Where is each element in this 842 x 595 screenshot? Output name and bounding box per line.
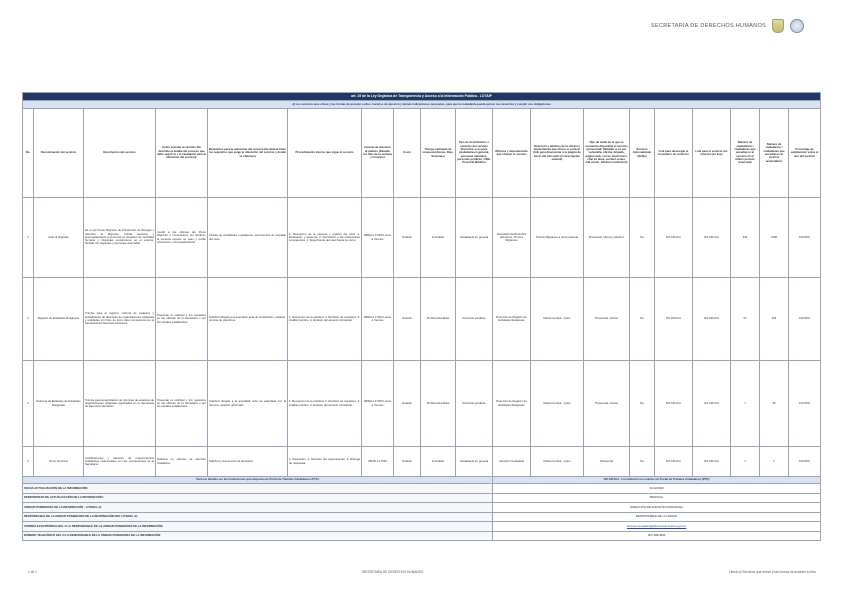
- cell-procedure: 1. Recepción de la solicitud. 2. Revisión de requisitos. 3. Análisis jurídico. 4. Emisión del acuerdo ministerial.: [288, 278, 362, 361]
- info-value: 31/12/2023: [493, 484, 821, 494]
- cell-requirements: Solicitud dirigida a la autoridad, acta de asamblea con la reforma, estatuto reformado.: [208, 361, 288, 447]
- info-label: FECHA ACTUALIZACIÓN DE LA INFORMACIÓN:: [23, 484, 493, 494]
- column-header: Cómo acceder al servicio (Se describe el detalle del proceso que debe seguir la o el ciudadano para la obtención del servicio).: [156, 109, 208, 198]
- cell-satisfaction: 100,00%: [789, 278, 821, 361]
- column-header: Requisitos para la obtención del servicio (Se deberá listar los requisitos que exige la obtención del servicio y donde se obtienen): [208, 109, 288, 198]
- table-row: [23, 447, 821, 477]
- column-header: Horario de atención al público (Detallar los días de la semana y horarios): [362, 109, 394, 198]
- cell-procedure: 1. Recepción de la persona y registro del caso. 2. Evaluación y asesoría. 3. Derivación a las instituciones competentes. 4. Seguimiento del caso hasta su cierre.: [288, 198, 362, 278]
- cell-channel: Presencial: [584, 447, 630, 477]
- table-title: art. 19 de la Ley Orgánica de Transparencia y Acceso a la Información Pública - LOTAIP: [23, 93, 821, 101]
- cell-beneficiaries: Personas jurídicas: [456, 278, 493, 361]
- cell-no: 1: [23, 198, 34, 278]
- cell-description: Es el (el) Punto Migrante de Prevención de Riesgos y Atención al Migrante, brinda asesoría y acompañamiento a personas en situación de movilidad humana y migrantes ecuatorianos en el exterior, familias de migrantes y personas retornadas.: [84, 198, 156, 278]
- cell-cost: Gratuito: [394, 361, 421, 447]
- cell-requirements: Solicitud dirigida a la autoridad, acta de constitución, estatuto, nómina de miembros.: [208, 278, 288, 361]
- portal-note-left: Para ser llenado por las instituciones que disponen de Portal de Trámites Ciudadanos (PTC): [23, 477, 493, 484]
- cell-access: Solicitud en oficinas de atención ciudadana.: [156, 447, 208, 477]
- column-header: Procedimiento interno que sigue el servicio: [288, 109, 362, 198]
- cell-monthly: 324: [731, 198, 760, 278]
- services-table: [22, 92, 821, 541]
- cell-channel: Presencial, oficina y teléfono: [584, 198, 630, 278]
- coat-of-arms-icon: [772, 19, 784, 33]
- cell-monthly: 7: [731, 361, 760, 447]
- column-header: Link para el servicio por internet (on line): [693, 109, 731, 198]
- cell-beneficiaries: Ciudadanía en general: [456, 447, 493, 477]
- brand-name: SECRETARÍA DE DERECHOS HUMANOS: [651, 23, 766, 29]
- cell-automated: No: [630, 198, 655, 278]
- footer-institution: SECRETARÍA DE DERECHOS HUMANOS: [362, 570, 424, 574]
- cell-hours: 08h00 a 17h00 Lunes a Viernes: [362, 361, 394, 447]
- cell-automated: No: [630, 278, 655, 361]
- cell-requirements: Solicitud y documento de identidad.: [208, 447, 288, 477]
- column-header: Dirección y teléfono de la oficina y dependencia que ofrece el servicio (link para direccionar a la página de inicio del sitio web y/o descripción manual): [531, 109, 584, 198]
- cell-offices: Dirección de Registro de Entidades Religiosas: [493, 361, 531, 447]
- cell-procedure: 1. Recepción. 2. Atención del requerimiento. 3. Entrega de respuesta.: [288, 447, 362, 477]
- cell-offices: Secretaría de Derechos Humanos - Puntos Migrantes: [493, 198, 531, 278]
- portal-note-right: NO APLICA - La institución no cuenta con Portal de Trámites Ciudadanos (PTC): [493, 477, 821, 484]
- column-header: No.: [23, 109, 34, 198]
- info-row: [23, 484, 821, 494]
- info-row: [23, 503, 821, 513]
- info-value: (02) 398-4600: [493, 531, 821, 541]
- info-label: NÚMERO TELEFÓNICO DEL O LA RESPONSABLE DE LA UNIDAD POSEEDORA DE LA INFORMACIÓN:: [23, 531, 493, 541]
- column-header: Descripción del servicio: [84, 109, 156, 198]
- cell-access: Presentar la solicitud y los requisitos en las oficinas de la Secretaría o por los canales establecidos.: [156, 361, 208, 447]
- cell-no: 2: [23, 278, 34, 361]
- cell-satisfaction: 100,00%: [789, 361, 821, 447]
- cell-no: 3: [23, 361, 34, 447]
- table-row: [23, 361, 821, 447]
- cell-form-link: NO APLICA: [655, 361, 693, 447]
- column-header: Tipo de beneficiarios o usuarios del servicio (Describir si es para ciudadanía en general, personas naturales, personas jurídicas, ONG, Personal Médico): [456, 109, 493, 198]
- info-row: [23, 522, 821, 532]
- info-row: [23, 531, 821, 541]
- info-label: CORREO ELECTRÓNICO DEL O LA RESPONSABLE DE LA UNIDAD POSEEDORA DE LA INFORMACIÓN:: [23, 522, 493, 532]
- column-header-row: [23, 109, 821, 198]
- info-value: DIRECCIÓN DE ATENCIÓN CIUDADANA: [493, 503, 821, 513]
- cell-address: Planta Central - Quito: [531, 361, 584, 447]
- cell-form-link: NO APLICA: [655, 278, 693, 361]
- portal-note-row: [23, 477, 821, 484]
- cell-hours: 08h00 a 17h00 Lunes a Viernes: [362, 198, 394, 278]
- info-value: MENSUAL: [493, 493, 821, 503]
- cell-hours: 08h00 a 17h00: [362, 447, 394, 477]
- cell-description: Trámite para la aprobación de reformas de estatutos de organizaciones religiosas registradas en la Secretaría de Derechos Humanos.: [84, 361, 156, 447]
- responsible-email-link[interactable]: atencion.ciudadana@derechoshumanos.gob.ec: [626, 523, 687, 528]
- column-header: Denominación del servicio: [34, 109, 84, 198]
- cell-cumulative: 3186: [760, 198, 789, 278]
- footer-page-number: 1 de 1: [28, 570, 37, 574]
- cell-description: Trámite para el registro, reforma de estatutos y actualización de directivas de organizaciones religiosas y entidades sin fines de lucro bajo competencia de la Secretaría de Derechos Humanos.: [84, 278, 156, 361]
- column-header: Link para descargar el formulario de servicios: [655, 109, 693, 198]
- cell-requirements: Cédula de ciudadanía o pasaporte; documentos de respaldo del caso.: [208, 198, 288, 278]
- cell-online-link: NO APLICA: [693, 198, 731, 278]
- cell-form-link: NO APLICA: [655, 198, 693, 278]
- header-brand: [604, 16, 804, 36]
- cell-monthly: 1: [731, 447, 760, 477]
- info-value: [493, 522, 821, 532]
- cell-access: Presentar la solicitud y los requisitos en las oficinas de la Secretaría o por los canales establecidos.: [156, 278, 208, 361]
- cell-name: Reforma de Estatutos de Entidades Religiosas: [34, 361, 84, 447]
- cell-satisfaction: 100,00%: [789, 447, 821, 477]
- cell-channel: Presencial, oficina: [584, 278, 630, 361]
- cell-access: Acudir a las oficinas del Punto Migrante o comunicarse por teléfono; la persona expone su caso y recibe orientación y acompañamiento.: [156, 198, 208, 278]
- cell-procedure: 1. Recepción de la solicitud. 2. Revisión de requisitos. 3. Análisis jurídico. 4. Emisión del acuerdo ministerial.: [288, 361, 362, 447]
- cell-beneficiaries: Personas jurídicas: [456, 361, 493, 447]
- cell-offices: Atención Ciudadana: [493, 447, 531, 477]
- cell-name: Asilo al Migrante: [34, 198, 84, 278]
- cell-form-link: NO APLICA: [655, 447, 693, 477]
- cell-time: Inmediato: [421, 447, 456, 477]
- cell-name: Otros Servicios: [34, 447, 84, 477]
- cell-satisfaction: 100,00%: [789, 198, 821, 278]
- info-label: PERIODICIDAD DE ACTUALIZACIÓN DE LA INFORMACIÓN:: [23, 493, 493, 503]
- cell-offices: Dirección de Registro de Entidades Religiosas: [493, 278, 531, 361]
- table-subtitle: d) Los servicios que ofrece y las formas de acceder a ellos, horarios de atención y demás indicaciones necesarias, para que la ciudadanía pueda ejercer sus derechos y cumplir sus obligaciones: [23, 101, 821, 109]
- info-value: RESPONSABLE DE LA UNIDAD: [493, 512, 821, 522]
- footer-literal: Literal d) Servicios que ofrece y las formas de acceder a ellos: [729, 570, 816, 574]
- cell-cost: Gratuito: [394, 278, 421, 361]
- column-header: Oficinas y dependencias que ofrecen el servicio: [493, 109, 531, 198]
- cell-cumulative: 464: [760, 278, 789, 361]
- table-row: [23, 198, 821, 278]
- cell-beneficiaries: Ciudadanía en general: [456, 198, 493, 278]
- cell-channel: Presencial, oficina: [584, 361, 630, 447]
- column-header: Número de ciudadanos / ciudadanas que accedieron al servicio acumulativo: [760, 109, 789, 198]
- page-footer: [22, 570, 820, 578]
- cell-no: 4: [23, 447, 34, 477]
- cell-address: Puntos Migrantes a nivel nacional: [531, 198, 584, 278]
- cell-online-link: NO APLICA: [693, 361, 731, 447]
- cell-online-link: NO APLICA: [693, 447, 731, 477]
- info-label: UNIDAD POSEEDORA DE LA INFORMACIÓN - LITERAL d):: [23, 503, 493, 513]
- cell-name: Registro de Entidades Religiosas: [34, 278, 84, 361]
- government-seal-icon: [790, 19, 804, 33]
- cell-monthly: 57: [731, 278, 760, 361]
- column-header: Tiempo estimado de respuesta (Horas, Días, Semanas): [421, 109, 456, 198]
- table-row: [23, 278, 821, 361]
- info-label: RESPONSABLE DE LA UNIDAD POSEEDORA DE LA INFORMACIÓN DEL LITERAL d):: [23, 512, 493, 522]
- info-row: [23, 493, 821, 503]
- cell-cost: Gratuito: [394, 198, 421, 278]
- cell-cumulative: 95: [760, 361, 789, 447]
- cell-automated: No: [630, 361, 655, 447]
- cell-address: Planta Central - Quito: [531, 278, 584, 361]
- column-header: Porcentaje de satisfacción sobre el uso del servicio: [789, 109, 821, 198]
- cell-cost: Gratuito: [394, 447, 421, 477]
- cell-automated: No: [630, 447, 655, 477]
- cell-time: 15 días laborables: [421, 278, 456, 361]
- cell-hours: 08h00 a 17h00 Lunes a Viernes: [362, 278, 394, 361]
- column-header: Costo: [394, 109, 421, 198]
- cell-address: Planta Central - Quito: [531, 447, 584, 477]
- cell-online-link: NO APLICA: [693, 278, 731, 361]
- cell-time: 15 días laborables: [421, 361, 456, 447]
- column-header: Servicio Automatizado (Si/No): [630, 109, 655, 198]
- cell-cumulative: 1: [760, 447, 789, 477]
- info-row: [23, 512, 821, 522]
- cell-time: Inmediato: [421, 198, 456, 278]
- transparency-table-container: [22, 92, 820, 577]
- column-header: Tipo de canal en el que se encuentra disponible el servicio (presencial: (Detallar si es por ventanilla, oficina, brigada, página web, correo electrónico, chat en línea, contact center, call center, teléfono institución): [584, 109, 630, 198]
- column-header: Número de ciudadanos / ciudadanas que accedieron al servicio en el último período (mensual): [731, 109, 760, 198]
- cell-description: Certificaciones y atención de requerimientos ciudadanos relacionados con las competencias de la Secretaría.: [84, 447, 156, 477]
